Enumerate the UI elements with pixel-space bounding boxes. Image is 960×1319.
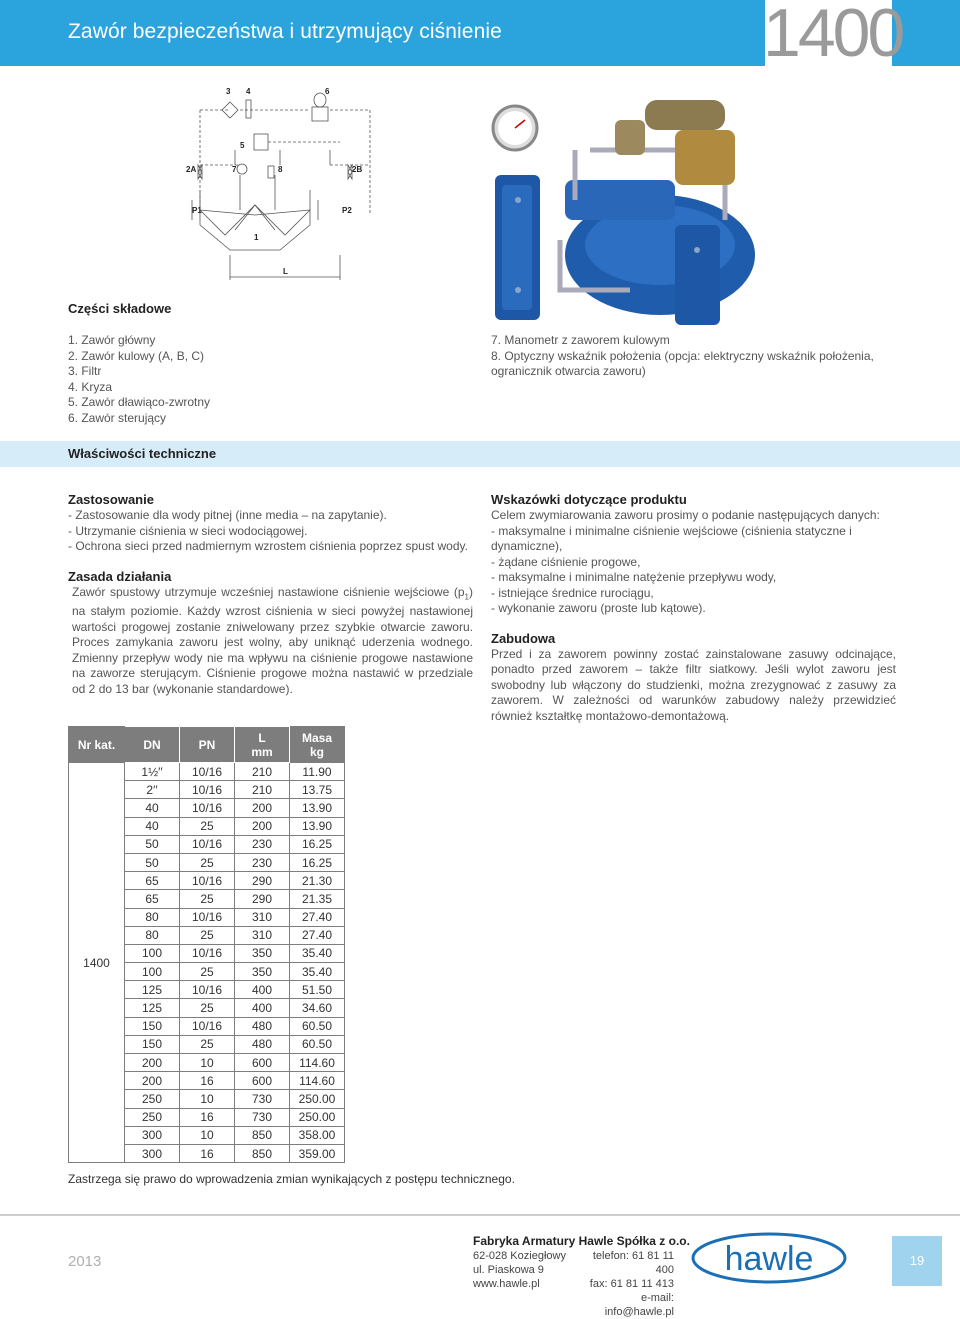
table-cell: 730 xyxy=(235,1108,290,1126)
section-heading: Właściwości techniczne xyxy=(68,446,217,461)
svg-text:P2: P2 xyxy=(342,206,352,215)
table-cell: 230 xyxy=(235,853,290,871)
phone-line: telefon: 61 81 11 400 xyxy=(592,1250,674,1276)
table-cell: 300 xyxy=(125,1144,180,1162)
zasada-text: Zawór spustowy utrzymuje wcześniej nastawione ciśnienie wejściowe $(p_1)$ na stałym poziomie. Każdy wzrost ciśnienia w sieci powyżej nastawionej wartości progowej zostanie zniwelowany przez szybkie otwarcie zaworu. Proces zamykania zaworu jest wolny, aby uniknąć uderzenia wodnego. Zmienny przepływ wody nie ma wpływu na ciśnienie progowe nastawione na zaworze sterującym. Ciśnienie progowe można nastawić w przedziale od 2 do 13 bar (wykonanie standardowe). xyxy=(72,584,473,696)
col-header-masa: Masa kg xyxy=(290,727,345,763)
table-cell: 600 xyxy=(235,1072,290,1090)
zabudowa-text: Przed i za zaworem powinny zostać zainstalowane zasuwy odcinające, ponadto przed zaworem – także filtr siatkowy. Jeśli wylot zaworu jest swobodny lub włączony do studzienki, można zrezygnować z zasuwy za zaworem. W zależności od warunków zabudowy należy przewidzieć również kształtkę montażowo-demontażową. xyxy=(491,646,896,723)
table-cell: 25 xyxy=(180,999,235,1017)
page-number: 19 xyxy=(909,1253,925,1268)
wskazowki-heading: Wskazówki dotyczące produktu xyxy=(491,492,687,507)
table-cell: 310 xyxy=(235,926,290,944)
table-cell: 10/16 xyxy=(180,944,235,962)
table-cell: 150 xyxy=(125,1035,180,1053)
table-header-row xyxy=(69,727,345,763)
table-cell: 210 xyxy=(235,781,290,799)
table-cell: 16.25 xyxy=(290,835,345,853)
list-item: 1. Zawór główny xyxy=(68,333,156,347)
zasada-heading: Zasada działania xyxy=(68,568,172,584)
table-cell: 50 xyxy=(125,853,180,871)
website-link[interactable]: www.hawle.pl xyxy=(473,1278,540,1290)
table-cell: 200 xyxy=(235,799,290,817)
table-cell: 50 xyxy=(125,835,180,853)
table-cell: 230 xyxy=(235,835,290,853)
left-column xyxy=(68,492,473,697)
svg-text:1: 1 xyxy=(254,233,259,242)
table-cell: 16 xyxy=(180,1144,235,1162)
spec-table xyxy=(68,726,345,1163)
table-cell: 310 xyxy=(235,908,290,926)
parts-list-left xyxy=(68,333,210,426)
table-cell: 1½′′ xyxy=(125,763,180,781)
svg-text:P1: P1 xyxy=(192,206,202,215)
table-cell: 290 xyxy=(235,872,290,890)
svg-text:2A: 2A xyxy=(186,165,197,174)
table-cell: 250.00 xyxy=(290,1108,345,1126)
address-line: 62-028 Koziegłowy xyxy=(473,1250,566,1262)
table-cell: 350 xyxy=(235,963,290,981)
table-cell: 80 xyxy=(125,908,180,926)
svg-text:3: 3 xyxy=(226,87,231,96)
table-cell: 25 xyxy=(180,1035,235,1053)
table-cell: 10/16 xyxy=(180,835,235,853)
page-number-box xyxy=(892,1236,942,1286)
wskazowki-line: - maksymalne i minimalne ciśnienie wejściowe (ciśnienia statyczne i dynamiczne), xyxy=(491,523,852,553)
list-item: 8. Optyczny wskaźnik położenia (opcja: elektryczny wskaźnik położenia, ogranicznik otwarcia zaworu) xyxy=(491,348,874,378)
zastosowanie-line: - Utrzymanie ciśnienia w sieci wodociągowej. xyxy=(68,523,308,538)
table-cell: 250.00 xyxy=(290,1090,345,1108)
table-cell: 60.50 xyxy=(290,1035,345,1053)
table-cell: 16 xyxy=(180,1072,235,1090)
svg-text:5: 5 xyxy=(240,141,245,150)
table-cell: 25 xyxy=(180,817,235,835)
wskazowki-line: Celem zwymiarowania zaworu prosimy o podanie następujących danych: xyxy=(491,508,880,522)
table-cell: 114.60 xyxy=(290,1054,345,1072)
valve-photo xyxy=(480,90,910,325)
table-cell: 10/16 xyxy=(180,872,235,890)
table-cell: 850 xyxy=(235,1126,290,1144)
table-cell: 10/16 xyxy=(180,908,235,926)
table-cell: 80 xyxy=(125,926,180,944)
footer-year: 2013 xyxy=(68,1253,102,1270)
table-cell: 250 xyxy=(125,1108,180,1126)
table-cell: 40 xyxy=(125,817,180,835)
table-cell: 300 xyxy=(125,1126,180,1144)
zabudowa-heading: Zabudowa xyxy=(491,630,556,646)
wskazowki-line: - istniejące średnice rurociągu, xyxy=(491,585,654,600)
table-cell: 51.50 xyxy=(290,981,345,999)
table-row xyxy=(69,763,345,781)
product-number: 1400 xyxy=(763,0,903,71)
table-cell: 200 xyxy=(125,1054,180,1072)
company-address xyxy=(473,1249,566,1291)
table-cell: 10/16 xyxy=(180,781,235,799)
table-cell: 150 xyxy=(125,1017,180,1035)
table-cell: 10 xyxy=(180,1090,235,1108)
table-cell: 400 xyxy=(235,981,290,999)
header-bar xyxy=(0,0,960,71)
table-cell: 2′′ xyxy=(125,781,180,799)
table-cell: 200 xyxy=(235,817,290,835)
table-cell: 35.40 xyxy=(290,963,345,981)
table-cell: 10 xyxy=(180,1054,235,1072)
table-cell: 600 xyxy=(235,1054,290,1072)
table-cell: 25 xyxy=(180,853,235,871)
fax-line: fax: 61 81 11 413 xyxy=(589,1278,674,1290)
table-cell: 250 xyxy=(125,1090,180,1108)
table-cell: 480 xyxy=(235,1017,290,1035)
table-cell: 10/16 xyxy=(180,763,235,781)
table-cell: 125 xyxy=(125,981,180,999)
list-item: 4. Kryza xyxy=(68,379,113,394)
table-cell: 16 xyxy=(180,1108,235,1126)
table-cell: 10/16 xyxy=(180,799,235,817)
table-cell: 35.40 xyxy=(290,944,345,962)
table-cell: 65 xyxy=(125,890,180,908)
col-header-pn: PN xyxy=(180,727,235,763)
list-item: 5. Zawór dławiąco-zwrotny xyxy=(68,395,211,409)
table-cell: 359.00 xyxy=(290,1144,345,1162)
table-cell: 125 xyxy=(125,999,180,1017)
valve-schematic-diagram xyxy=(180,80,390,285)
col-header-l: L mm xyxy=(235,727,290,763)
address-line: ul. Piaskowa 9 xyxy=(473,1264,544,1276)
table-cell: 210 xyxy=(235,763,290,781)
email-link[interactable]: e-mail: info@hawle.pl xyxy=(604,1292,674,1318)
table-cell: 13.90 xyxy=(290,799,345,817)
table-cell: 114.60 xyxy=(290,1072,345,1090)
table-cell: 21.35 xyxy=(290,890,345,908)
table-cell: 200 xyxy=(125,1072,180,1090)
zastosowanie-line: - Zastosowanie dla wody pitnej (inne media – na zapytanie). xyxy=(68,508,387,522)
list-item: 3. Filtr xyxy=(68,364,102,378)
svg-text:7: 7 xyxy=(232,165,237,174)
table-cell: 400 xyxy=(235,999,290,1017)
table-cell: 25 xyxy=(180,890,235,908)
wskazowki-line: - maksymalne i minimalne natężenie przepływu wody, xyxy=(491,570,777,584)
list-item: 2. Zawór kulowy (A, B, C) xyxy=(68,348,205,363)
table-cell: 358.00 xyxy=(290,1126,345,1144)
parts-list-right xyxy=(491,333,911,380)
right-column xyxy=(491,492,896,724)
table-cell: 60.50 xyxy=(290,1017,345,1035)
table-cell: 21.30 xyxy=(290,872,345,890)
svg-text:6: 6 xyxy=(325,87,330,96)
table-cell: 27.40 xyxy=(290,926,345,944)
svg-text:8: 8 xyxy=(278,165,283,174)
company-contact xyxy=(577,1249,674,1319)
table-cell: 16.25 xyxy=(290,853,345,871)
table-cell: 40 xyxy=(125,799,180,817)
hawle-logo xyxy=(689,1228,849,1288)
svg-text:hawle: hawle xyxy=(724,1240,814,1278)
zastosowanie-heading: Zastosowanie xyxy=(68,492,154,507)
list-item: 6. Zawór sterujący xyxy=(68,410,167,425)
table-body xyxy=(69,763,345,1163)
table-cell: 730 xyxy=(235,1090,290,1108)
table-cell: 850 xyxy=(235,1144,290,1162)
svg-text:L: L xyxy=(283,267,288,276)
table-cell: 34.60 xyxy=(290,999,345,1017)
table-cell: 25 xyxy=(180,963,235,981)
svg-text:2B: 2B xyxy=(352,165,363,174)
company-name: Fabryka Armatury Hawle Spółka z o.o. xyxy=(473,1234,690,1248)
table-cell: 25 xyxy=(180,926,235,944)
disclaimer-note: Zastrzega się prawo do wprowadzenia zmian wynikających z postępu technicznego. xyxy=(68,1172,515,1186)
table-cell: 100 xyxy=(125,944,180,962)
table-cell: 10/16 xyxy=(180,1017,235,1035)
catalog-number-cell: 1400 xyxy=(69,763,125,1163)
parts-heading: Części składowe xyxy=(68,301,172,316)
col-header-nr: Nr kat. xyxy=(69,727,125,763)
page-title: Zawór bezpieczeństwa i utrzymujący ciśnienie xyxy=(68,20,502,43)
table-cell: 11.90 xyxy=(290,763,345,781)
wskazowki-line: - żądane ciśnienie progowe, xyxy=(491,554,641,569)
table-cell: 100 xyxy=(125,963,180,981)
wskazowki-line: - wykonanie zaworu (proste lub kątowe). xyxy=(491,601,706,615)
zastosowanie-line: - Ochrona sieci przed nadmiernym wzrostem ciśnienia poprzez spust wody. xyxy=(68,539,468,553)
table-cell: 13.75 xyxy=(290,781,345,799)
table-cell: 27.40 xyxy=(290,908,345,926)
table-cell: 10/16 xyxy=(180,981,235,999)
col-header-dn: DN xyxy=(125,727,180,763)
section-bar xyxy=(0,441,960,467)
table-cell: 290 xyxy=(235,890,290,908)
table-cell: 10 xyxy=(180,1126,235,1144)
table-cell: 480 xyxy=(235,1035,290,1053)
footer-divider xyxy=(0,1214,960,1216)
table-cell: 65 xyxy=(125,872,180,890)
list-item: 7. Manometr z zaworem kulowym xyxy=(491,333,670,347)
svg-text:4: 4 xyxy=(246,87,251,96)
table-cell: 350 xyxy=(235,944,290,962)
table-cell: 13.90 xyxy=(290,817,345,835)
